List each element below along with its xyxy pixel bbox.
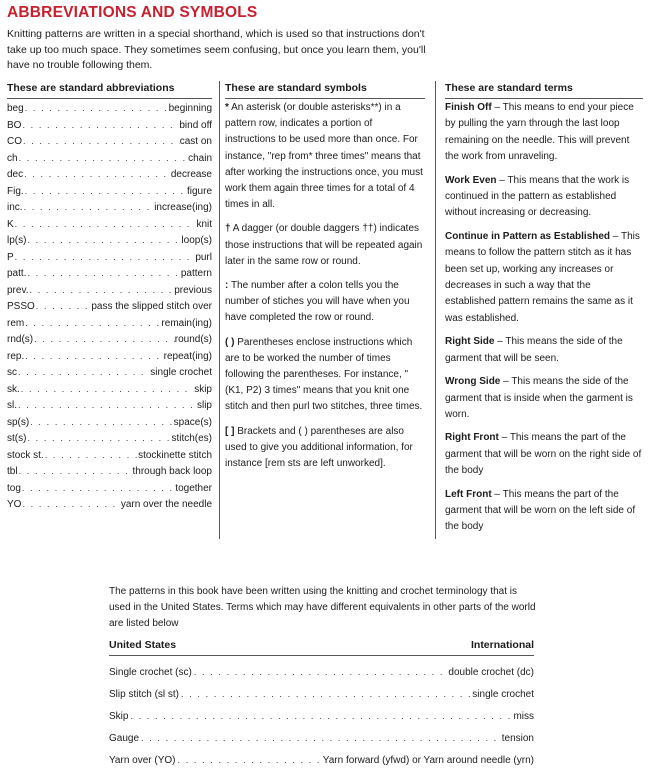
symbols-column xyxy=(225,81,425,480)
term-description: – This means to follow the pattern stitch as it has been set up, working any increases or decreases in such a way that the established pattern remains the same as it was established. xyxy=(445,230,640,324)
abbreviation-meaning: pattern xyxy=(180,268,212,279)
symbol-description: An asterisk (or double asterisks**) in a pattern row, indicates a portion of instructions to be used more than once. For instance, "rep from* three times" means that after working the instructions once, you must work them again three times for a total of 4 times in all. xyxy=(225,102,423,211)
symbol-mark: ( ) xyxy=(225,336,235,348)
abbreviation-row xyxy=(7,150,212,167)
abbreviation-term: sc xyxy=(7,367,17,378)
symbol-description: The number after a colon tells you the number of stiches you will have when you have completed the row or round. xyxy=(225,280,410,324)
abbreviations-list xyxy=(7,100,212,513)
abbreviation-row xyxy=(7,282,212,299)
symbol-entry xyxy=(225,278,425,327)
column-divider xyxy=(219,81,220,539)
abbreviation-term: patt. xyxy=(7,268,27,279)
abbreviation-term: P xyxy=(7,251,14,263)
term-entry xyxy=(445,374,643,423)
abbreviation-meaning: loop(s) xyxy=(181,235,212,246)
dot-leader xyxy=(192,667,449,677)
terms-list xyxy=(445,100,643,536)
international-heading: International xyxy=(470,639,534,651)
dot-leader xyxy=(29,414,173,430)
abbreviation-meaning: stockinette stitch xyxy=(138,449,212,461)
term-description: – This means the part of the garment that will be worn on the right side of the body xyxy=(445,432,642,477)
dot-leader xyxy=(128,711,513,721)
term-description: – This means the part of the garment that will be worn on the left side of the body xyxy=(445,488,636,533)
abbreviation-meaning: stitch(es) xyxy=(171,433,212,444)
terminology-row xyxy=(109,689,534,700)
term-description: – This means that the work is continued in the pattern as established without increasing or decreasing. xyxy=(445,174,630,219)
terminology-row xyxy=(109,733,534,744)
terminology-rule xyxy=(109,655,534,656)
international-term: tension xyxy=(501,733,534,744)
abbreviation-row xyxy=(7,183,212,200)
international-term: Yarn forward (yfwd) or Yarn around needle (yrn) xyxy=(322,755,534,766)
abbreviation-meaning: purl xyxy=(195,251,212,263)
page-title: ABBREVIATIONS AND SYMBOLS xyxy=(7,4,258,21)
term-entry xyxy=(445,487,643,536)
abbreviation-term: st(s) xyxy=(7,433,27,444)
term-name: Right Side xyxy=(445,336,495,348)
abbreviations-column xyxy=(7,81,212,513)
abbreviation-meaning: cast on xyxy=(179,136,212,147)
abbreviation-term: tog xyxy=(7,482,21,494)
dot-leader xyxy=(26,430,171,446)
abbreviation-row xyxy=(7,463,212,480)
international-term: miss xyxy=(513,711,534,722)
abbreviation-term: prev. xyxy=(7,284,29,296)
abbreviation-meaning: together xyxy=(175,482,212,494)
abbreviation-term: stock st. xyxy=(7,449,44,461)
symbol-description: Brackets and ( ) parentheses are also used to give you additional information, for instance [rem sts are left unworked]. xyxy=(225,425,413,470)
us-term: Gauge xyxy=(109,733,140,744)
abbreviation-term: beg xyxy=(7,103,24,114)
dot-leader xyxy=(33,331,175,347)
abbreviation-row xyxy=(7,430,212,447)
term-name: Wrong Side xyxy=(445,376,501,388)
abbreviation-term: inc. xyxy=(7,202,23,213)
abbreviation-row xyxy=(7,447,212,464)
abbreviation-term: Fig. xyxy=(7,185,24,197)
abbreviation-row xyxy=(7,117,212,134)
abbreviation-row xyxy=(7,381,212,398)
abbreviation-term: PSSO xyxy=(7,301,35,312)
dot-leader xyxy=(24,315,161,331)
abbreviation-meaning: skip xyxy=(194,383,212,395)
dot-leader xyxy=(35,298,92,314)
us-term: Yarn over (YO) xyxy=(109,755,176,766)
symbol-mark: [ ] xyxy=(225,425,235,437)
abbreviation-meaning: increase(ing) xyxy=(154,202,212,213)
dot-leader xyxy=(176,755,323,765)
term-name: Finish Off xyxy=(445,102,492,113)
abbreviations-heading: These are standard abbreviations xyxy=(7,82,175,94)
dot-leader xyxy=(17,364,150,380)
dot-leader xyxy=(179,689,472,699)
dot-leader xyxy=(20,381,194,397)
abbreviation-term: dec xyxy=(7,169,24,180)
dot-leader xyxy=(14,249,196,265)
abbreviation-meaning: single crochet xyxy=(150,367,212,378)
dot-leader xyxy=(17,397,197,413)
abbreviation-term: sl. xyxy=(7,400,17,411)
abbreviation-row xyxy=(7,397,212,414)
dot-leader xyxy=(44,447,138,463)
terminology-header xyxy=(109,639,534,651)
symbols-list xyxy=(225,100,425,472)
term-name: Continue in Pattern as Established xyxy=(445,230,611,242)
terms-heading: These are standard terms xyxy=(445,82,573,94)
term-entry xyxy=(445,173,643,222)
international-term: double crochet (dc) xyxy=(448,667,534,678)
abbreviation-row xyxy=(7,298,212,315)
abbreviation-meaning: knit xyxy=(196,218,212,230)
us-term: Single crochet (sc) xyxy=(109,667,192,678)
abbreviation-meaning: repeat(ing) xyxy=(163,350,212,362)
term-description: – This means the side of the garment that is inside when the garment is worn. xyxy=(445,376,633,420)
abbreviation-term: sp(s) xyxy=(7,416,30,428)
dot-leader xyxy=(18,463,133,479)
abbreviation-meaning: space(s) xyxy=(173,416,212,428)
symbol-entry xyxy=(225,221,425,270)
dot-leader xyxy=(21,496,120,512)
abbreviation-row xyxy=(7,133,212,150)
abbreviation-term: rnd(s) xyxy=(7,334,34,345)
abbreviation-term: ch xyxy=(7,152,18,164)
dot-leader xyxy=(26,232,181,248)
dot-leader xyxy=(18,150,189,166)
dot-leader xyxy=(23,199,155,215)
abbreviation-term: lp(s) xyxy=(7,235,27,246)
terminology-row xyxy=(109,755,534,766)
abbreviation-meaning: remain(ing) xyxy=(161,317,212,329)
international-term: single crochet xyxy=(472,689,534,700)
dot-leader xyxy=(14,216,197,232)
abbreviation-term: CO xyxy=(7,136,22,147)
abbreviation-row xyxy=(7,232,212,249)
abbreviation-row xyxy=(7,348,212,365)
dot-leader xyxy=(24,348,163,364)
term-entry xyxy=(445,430,643,479)
terminology-row xyxy=(109,711,534,722)
abbreviation-row xyxy=(7,199,212,216)
symbol-entry xyxy=(225,100,425,213)
intro-paragraph: Knitting patterns are written in a special shorthand, which is used so that instructions don't take up too much space. They sometimes seem confusing, but once you learn them, you'll have no trouble following them. xyxy=(7,28,426,71)
dot-leader xyxy=(21,117,179,133)
abbreviation-meaning: chain xyxy=(188,152,212,164)
term-name: Work Even xyxy=(445,174,497,186)
term-description: – This means the side of the garment that will be seen. xyxy=(445,336,623,364)
symbol-entry xyxy=(225,335,425,416)
abbreviation-row xyxy=(7,315,212,332)
abbreviation-row xyxy=(7,414,212,431)
abbreviation-row xyxy=(7,364,212,381)
dot-leader xyxy=(21,480,175,496)
abbreviation-row xyxy=(7,480,212,497)
abbreviation-meaning: beginning xyxy=(168,103,212,114)
symbol-description: Parentheses enclose instructions which are to be worked the number of times following the parentheses. For instance, "(K1, P2) 3 times" means that you knit one stitch and then purl two stitches, three times. xyxy=(225,336,423,413)
abbreviation-row xyxy=(7,216,212,233)
abbreviation-meaning: through back loop xyxy=(132,466,212,477)
symbol-entry xyxy=(225,424,425,473)
abbreviation-meaning: bind off xyxy=(179,119,212,131)
us-heading: United States xyxy=(109,639,177,651)
term-entry xyxy=(445,334,643,367)
abbreviation-term: YO xyxy=(7,499,22,510)
symbols-heading: These are standard symbols xyxy=(225,82,367,94)
dot-leader xyxy=(22,133,180,149)
abbreviation-term: rep. xyxy=(7,350,25,362)
dot-leader xyxy=(139,733,502,743)
abbreviation-meaning: decrease xyxy=(170,169,212,180)
term-description: – This means to end your piece by pulling the yarn through the last loop remaining on the needle. This will prevent the work from unraveling. xyxy=(445,102,634,163)
abbreviation-row xyxy=(7,249,212,266)
abbreviation-meaning: pass the slipped stitch over xyxy=(91,301,212,312)
abbreviation-meaning: figure xyxy=(186,185,212,197)
abbreviation-row xyxy=(7,331,212,348)
symbol-description: A dagger (or double daggers ††) indicates those instructions that will be repeated again later in the same row or round. xyxy=(225,223,423,267)
dot-leader xyxy=(24,100,169,116)
terminology-note: The patterns in this book have been written using the knitting and crochet terminology that is used in the United States. Terms which may have different equivalents in other parts of the world are listed below xyxy=(109,586,536,629)
abbreviation-term: sk. xyxy=(7,383,20,395)
abbreviation-term: tbl xyxy=(7,466,18,477)
column-divider xyxy=(435,81,436,539)
abbreviation-row xyxy=(7,166,212,183)
symbol-mark: : xyxy=(225,280,229,292)
abbreviation-term: rem xyxy=(7,317,25,329)
symbol-mark: † xyxy=(225,223,231,235)
abbreviation-term: BO xyxy=(7,119,22,131)
abbreviation-row xyxy=(7,496,212,513)
abbreviation-meaning: round(s) xyxy=(174,334,212,345)
abbreviation-meaning: yarn over the needle xyxy=(120,499,212,510)
dot-leader xyxy=(29,282,175,298)
terminology-row xyxy=(109,667,534,678)
us-term: Skip xyxy=(109,711,129,722)
term-name: Left Front xyxy=(445,488,492,500)
terms-column xyxy=(445,81,643,543)
abbreviation-row xyxy=(7,100,212,117)
abbreviation-meaning: previous xyxy=(174,284,212,296)
us-term: Slip stitch (sl st) xyxy=(109,689,180,700)
dot-leader xyxy=(26,265,180,281)
dot-leader xyxy=(23,166,171,182)
term-entry xyxy=(445,229,643,327)
symbol-mark: * xyxy=(225,102,229,113)
term-name: Right Front xyxy=(445,432,499,444)
abbreviation-meaning: slip xyxy=(196,400,212,411)
abbreviation-term: K xyxy=(7,218,14,230)
term-entry xyxy=(445,100,643,166)
dot-leader xyxy=(24,183,187,199)
abbreviation-row xyxy=(7,265,212,282)
